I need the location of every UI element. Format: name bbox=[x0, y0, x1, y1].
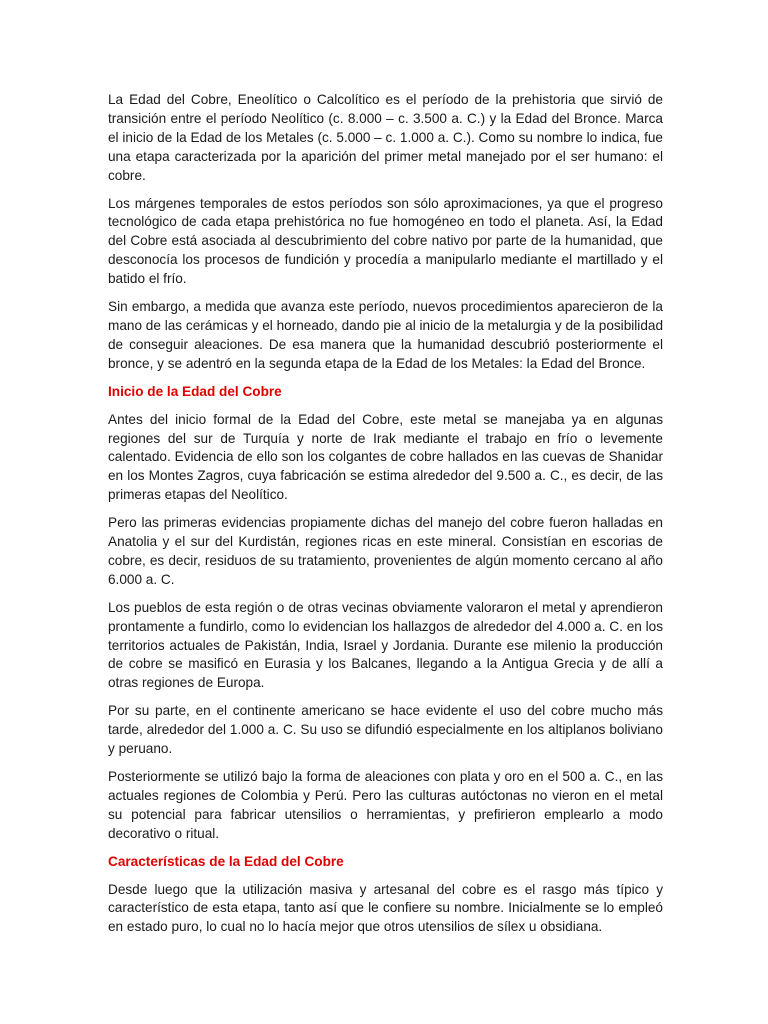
paragraph-inicio-5: Posteriormente se utilizó bajo la forma de aleaciones con plata y oro en el 500 a. C., en las actuales regiones de Colombia y Perú. Pero las culturas autóctonas no vieron en el metal su potencial para fabricar utensilios o herramientas, y prefirieron emplearlo a modo decorativo o ritual. bbox=[108, 769, 663, 841]
paragraph-inicio-4: Por su parte, en el continente americano se hace evidente el uso del cobre mucho más tarde, alrededor del 1.000 a. C. Su uso se difundió especialmente en los altiplanos boliviano y peruano. bbox=[108, 703, 663, 757]
heading-inicio: Inicio de la Edad del Cobre bbox=[108, 383, 282, 399]
document-page bbox=[108, 91, 663, 946]
paragraph-inicio-3: Los pueblos de esta región o de otras vecinas obviamente valoraron el metal y aprendieron prontamente a fundirlo, como lo evidencian los hallazgos de alrededor del 4.000 a. C. en los territorios actuales de Pakistán, India, Israel y Jordania. Durante ese milenio la producción de cobre se masificó en Eurasia y los Balcanes, llegando a la Antigua Grecia y de allí a otras regiones de Europa. bbox=[108, 599, 663, 691]
heading-caracteristicas: Características de la Edad del Cobre bbox=[108, 853, 344, 869]
paragraph-intro-2: Los márgenes temporales de estos períodos son sólo aproximaciones, ya que el progreso tecnológico de cada etapa prehistórica no fue homogéneo en todo el planeta. Así, la Edad del Cobre está asociada al descubrimiento del cobre nativo por parte de la humanidad, que desconocía los procesos de fundición y procedía a manipularlo mediante el martillado y el batido el frío. bbox=[108, 195, 663, 287]
paragraph-intro-3: Sin embargo, a medida que avanza este período, nuevos procedimientos aparecieron de la mano de las cerámicas y el horneado, dando pie al inicio de la metalurgia y de la posibilidad de conseguir aleaciones. De esa manera que la humanidad descubrió posteriormente el bronce, y se adentró en la segunda etapa de la Edad de los Metales: la Edad del Bronce. bbox=[108, 299, 663, 371]
paragraph-inicio-1: Antes del inicio formal de la Edad del Cobre, este metal se manejaba ya en algunas regiones del sur de Turquía y norte de Irak mediante el trabajo en frío o levemente calentado. Evidencia de ello son los colgantes de cobre hallados en las cuevas de Shanidar en los Montes Zagros, cuya fabricación se estima alrededor del 9.500 a. C., es decir, de las primeras etapas del Neolítico. bbox=[108, 411, 663, 503]
paragraph-caracteristicas-1: Desde luego que la utilización masiva y artesanal del cobre es el rasgo más típico y característico de esta etapa, tanto así que le confiere su nombre. Inicialmente se lo empleó en estado puro, lo cual no lo hacía mejor que otros utensilios de sílex u obsidiana. bbox=[108, 881, 663, 935]
paragraph-intro-1: La Edad del Cobre, Eneolítico o Calcolítico es el período de la prehistoria que sirvió de transición entre el período Neolítico (c. 8.000 – c. 3.500 a. C.) y la Edad del Bronce. Marca el inicio de la Edad de los Metales (c. 5.000 – c. 1.000 a. C.). Como su nombre lo indica, fue una etapa caracterizada por la aparición del primer metal manejado por el ser humano: el cobre. bbox=[108, 92, 663, 183]
paragraph-inicio-2: Pero las primeras evidencias propiamente dichas del manejo del cobre fueron halladas en Anatolia y el sur del Kurdistán, regiones ricas en este mineral. Consistían en escorias de cobre, es decir, residuos de su tratamiento, provenientes de algún momento cercano al año 6.000 a. C. bbox=[108, 515, 663, 587]
